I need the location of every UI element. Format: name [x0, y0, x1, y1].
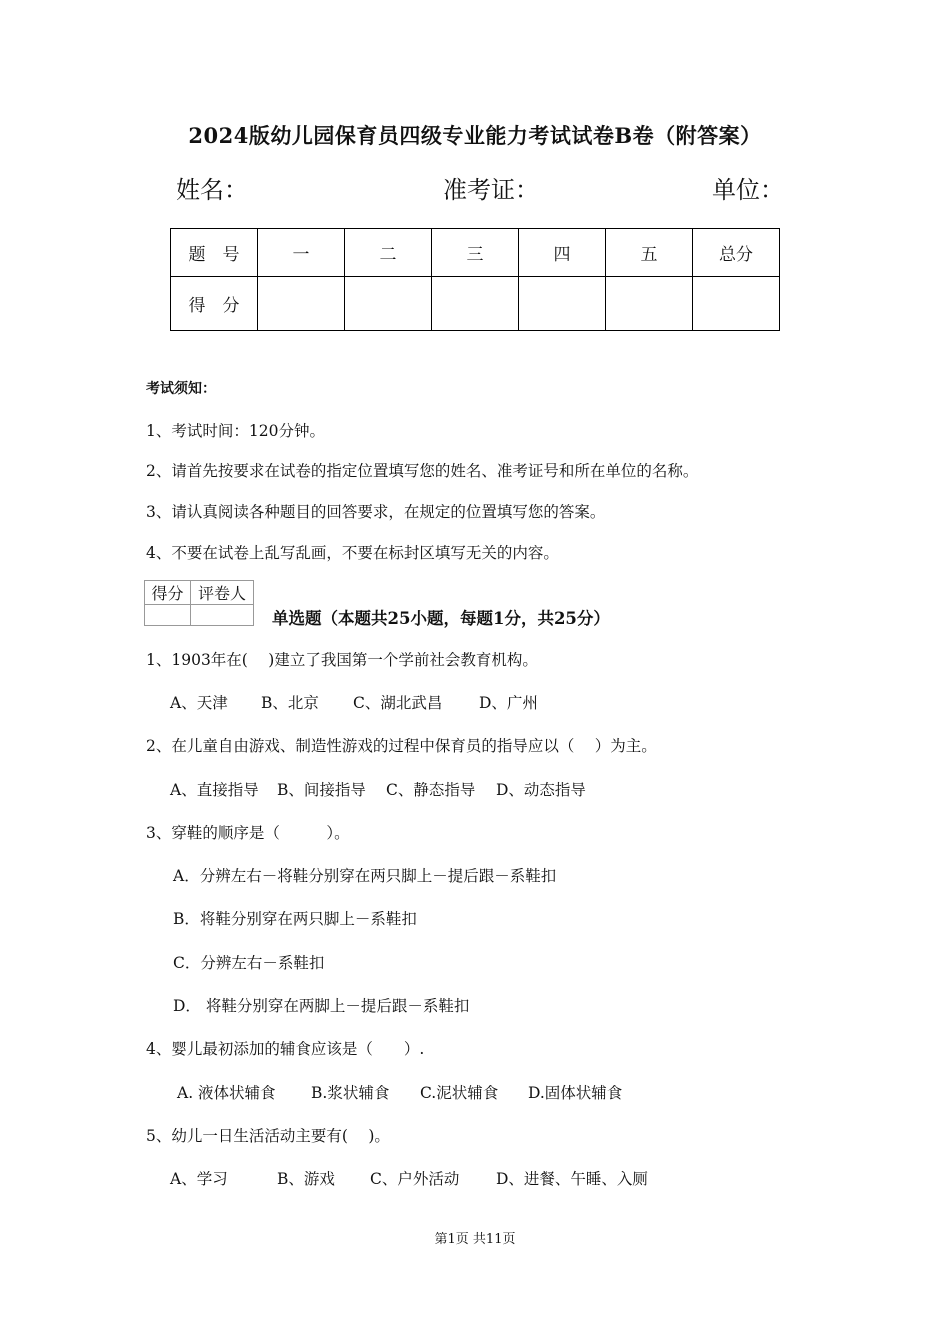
score-table-cell: 一 [258, 229, 345, 277]
question-stem: 1、1903年在( )建立了我国第一个学前社会教育机构。 [146, 651, 538, 669]
question-stem: 4、婴儿最初添加的辅食应该是（ ）. [146, 1040, 425, 1058]
question-option: D.固体状辅食 [528, 1084, 623, 1102]
question-option: A、学习 [170, 1170, 228, 1188]
score-table-score-row [171, 277, 780, 331]
question-option: D、广州 [479, 694, 538, 712]
score-table [170, 228, 780, 331]
question-option: A、直接指导 [170, 781, 259, 799]
score-input-cell[interactable] [693, 277, 780, 331]
question-option: C、户外活动 [370, 1170, 460, 1188]
question-option: D． 将鞋分别穿在两脚上－提后跟－系鞋扣 [173, 997, 470, 1015]
score-table-cell: 题 号 [171, 229, 258, 277]
question-option: B、北京 [261, 694, 319, 712]
question-option: C、静态指导 [386, 781, 476, 799]
page-number: 第1页 共11页 [434, 1232, 516, 1247]
score-input-cell[interactable] [606, 277, 693, 331]
question-stem: 2、在儿童自由游戏、制造性游戏的过程中保育员的指导应以（ ）为主。 [146, 737, 657, 755]
section-title: 单选题（本题共25小题，每题1分，共25分） [272, 609, 610, 628]
question-stem: 5、幼儿一日生活活动主要有( )。 [146, 1127, 390, 1145]
grader-name-cell[interactable] [191, 605, 254, 626]
score-table-header-row [171, 229, 780, 277]
question-option: D、动态指导 [496, 781, 586, 799]
unit-label: 单位： [712, 176, 784, 204]
grader-score-label: 得分 [145, 581, 191, 605]
question-option: B、游戏 [277, 1170, 335, 1188]
notice-item: 1、考试时间：120分钟。 [146, 422, 325, 440]
question-option: C.泥状辅食 [420, 1084, 499, 1102]
score-table-cell: 四 [519, 229, 606, 277]
score-table-cell: 三 [432, 229, 519, 277]
question-option: A．分辨左右－将鞋分别穿在两只脚上－提后跟－系鞋扣 [173, 867, 557, 885]
question-option: D、进餐、午睡、入厕 [496, 1170, 648, 1188]
grader-box [144, 580, 254, 626]
exam-id-label: 准考证： [443, 176, 539, 204]
question-option: A、天津 [170, 694, 228, 712]
name-label: 姓名： [176, 176, 248, 204]
notice-item: 3、请认真阅读各种题目的回答要求，在规定的位置填写您的答案。 [146, 503, 606, 521]
score-input-cell[interactable] [258, 277, 345, 331]
notice-item: 2、请首先按要求在试卷的指定位置填写您的姓名、准考证号和所在单位的名称。 [146, 462, 699, 480]
score-table-cell: 总分 [693, 229, 780, 277]
score-input-cell[interactable] [345, 277, 432, 331]
question-option: C、湖北武昌 [353, 694, 443, 712]
grader-name-label: 评卷人 [191, 581, 254, 605]
question-option: C．分辨左右－系鞋扣 [173, 954, 325, 972]
score-table-cell: 五 [606, 229, 693, 277]
score-input-cell[interactable] [432, 277, 519, 331]
question-option: B、间接指导 [277, 781, 366, 799]
question-option: B.浆状辅食 [311, 1084, 390, 1102]
notice-item: 4、不要在试卷上乱写乱画，不要在标封区填写无关的内容。 [146, 544, 559, 562]
notice-heading: 考试须知： [146, 381, 216, 397]
grader-score-cell[interactable] [145, 605, 191, 626]
question-stem: 3、穿鞋的顺序是（ ）。 [146, 824, 350, 842]
exam-title: 2024版幼儿园保育员四级专业能力考试试卷B卷（附答案） [188, 123, 762, 148]
question-option: A. 液体状辅食 [177, 1084, 276, 1102]
question-option: B．将鞋分别穿在两只脚上－系鞋扣 [173, 910, 417, 928]
score-row-label: 得 分 [171, 277, 258, 331]
score-table-cell: 二 [345, 229, 432, 277]
score-input-cell[interactable] [519, 277, 606, 331]
